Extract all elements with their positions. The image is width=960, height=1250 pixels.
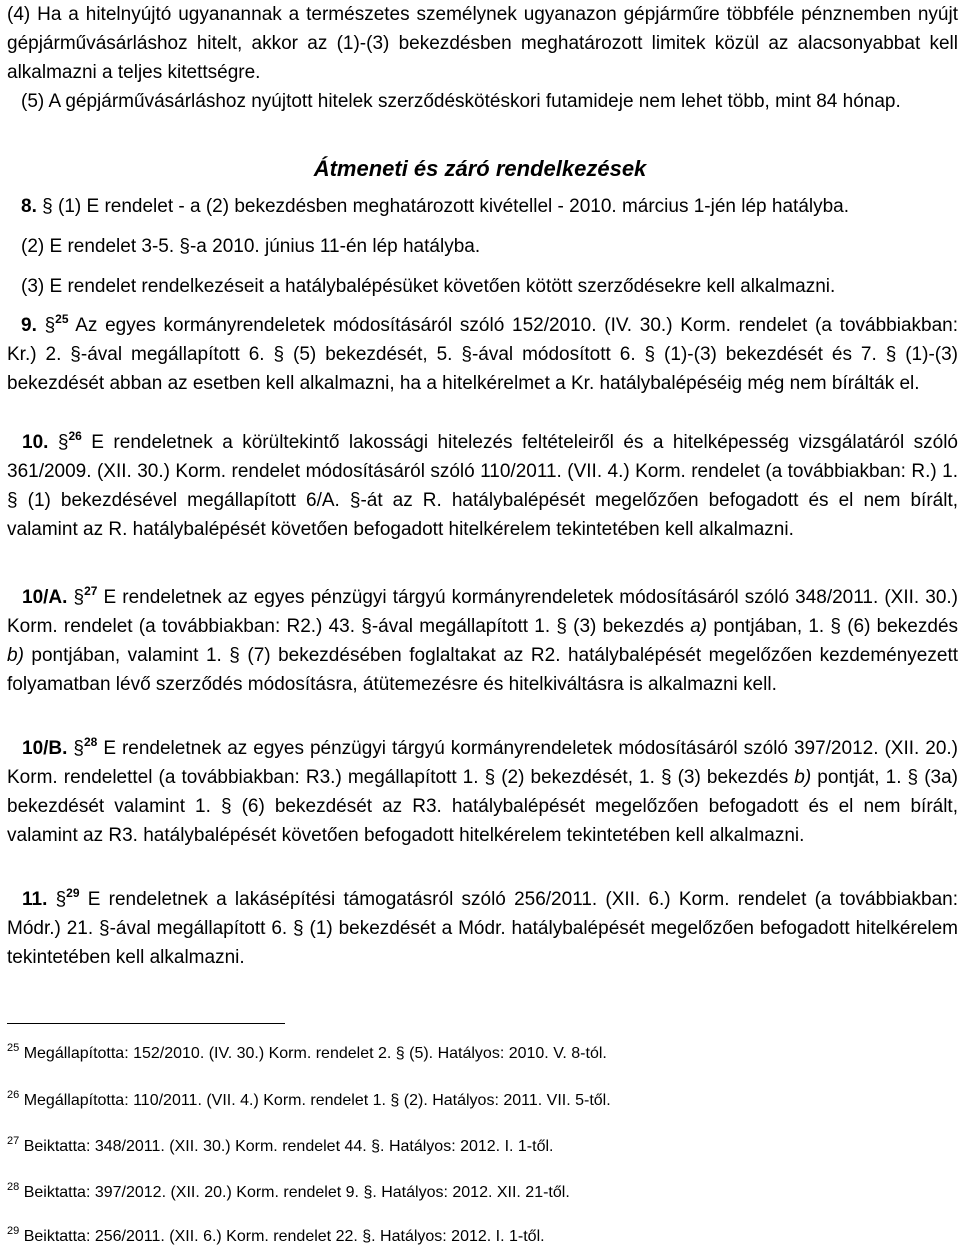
footnote-number: 25 [7,1042,20,1054]
section-10b-number: 10/B. [22,738,68,759]
section-10a-sign: § [73,587,85,608]
section-11-number: 11. [22,889,48,910]
section-10b-point-b: b) [794,767,812,788]
section-8-paragraph-2: (2) E rendelet 3-5. §-a 2010. június 11-én lép hatályba. [21,236,481,257]
section-9-text: Az egyes kormányrendeletek módosításáról szóló 152/2010. (IV. 30.) Korm. rendelet (a továbbiakban: Kr.) 2. §-ával megállapított 6. § (5) bekezdését, 5. §-ával módosított 6. § (1)-(3) bekezdését és 7. § (1)-(3) bekezdését abban az esetben kell alkalmazni, ha a hitelkérelmet a Kr. hatálybalépéséig még nem bírálták el. [7,315,958,394]
footnote-ref-29[interactable]: 29 [66,886,80,900]
section-10a-text-1: E rendeletnek az egyes pénzügyi tárgyú kormányrendeletek módosításáról szóló 348/2011. (XII. 30.) Korm. rendelet (a továbbiakban: R2.) 43. §-ával megállapított 1. § (3) bekezdés [7,587,958,637]
footnote-text: Beiktatta: 256/2011. (XII. 6.) Korm. rendelet 22. §. Hatályos: 2012. I. 1-től. [19,1228,545,1245]
footnote-25 [7,1043,947,1065]
footnote-ref-28[interactable]: 28 [83,735,98,749]
section-10-paragraph [7,428,958,544]
section-8-paragraph-1 [7,192,958,221]
footnote-ref-26[interactable]: 26 [68,429,82,443]
section-10a-text-3: pontjában, valamint 1. § (7) bekezdésében foglaltakat az R2. hatálybalépését megelőzően kezdeményezett folyamatban lévő szerződés módosításra, átütemezésre és hitelkiváltásra is alkalmazni kell. [7,645,958,695]
section-8-text-1: § (1) E rendelet - a (2) bekezdésben meghatározott kivétellel - 2010. március 1-jén lép hatályba. [42,196,850,217]
section-10b-sign: § [73,738,84,759]
section-9-sign: § [44,315,56,336]
section-9-number: 9. [21,315,37,336]
section-10-sign: § [57,432,69,453]
footnote-ref-27[interactable]: 27 [84,584,98,598]
paragraph-4: (4) Ha a hitelnyújtó ugyanannak a természetes személynek ugyanazon gépjárműre többféle pénznemben nyújt gépjárművásárláshoz hitelt, akkor az (1)-(3) bekezdésben meghatározott limitek közül az alacsonyabbat kell alkalmazni a teljes kitettségre. [7,4,958,83]
footnote-27 [7,1136,947,1158]
heading-text: Átmeneti és záró rendelkezések [313,156,647,181]
footnote-ref-25[interactable]: 25 [55,312,69,326]
section-8-paragraph-3: (3) E rendelet rendelkezéseit a hatálybalépésüket követően kötött szerződésekre kell alkalmazni. [21,276,836,297]
footnote-number: 27 [7,1135,20,1147]
section-10-number: 10. [22,432,49,453]
section-10-text: E rendeletnek a körültekintő lakossági hitelezés feltételeiről és a hitelképesség vizsgálatáról szóló 361/2009. (XII. 30.) Korm. rendelet módosításáról szóló 110/2011. (VII. 4.) Korm. rendelet (a továbbiakban: R.) 1. § (1) bekezdésével megállapított 6/A. §-át az R. hatálybalépését megelőzően befogadott és el nem bírált, valamint az R. hatálybalépését követően befogadott hitelkérelem tekintetében kell alkalmazni. [7,432,958,540]
section-11-sign: § [55,889,67,910]
section-10a-text-2: pontjában, 1. § (6) bekezdés [707,616,959,637]
footnote-text: Beiktatta: 397/2012. (XII. 20.) Korm. rendelet 9. §. Hatályos: 2012. XII. 21-től. [19,1184,570,1201]
footnote-text: Megállapította: 110/2011. (VII. 4.) Korm. rendelet 1. § (2). Hatályos: 2011. VII. 5-től. [19,1092,611,1109]
footnote-separator [7,1023,285,1024]
section-heading [0,153,960,185]
footnote-text: Megállapította: 152/2010. (IV. 30.) Korm. rendelet 2. § (5). Hatályos: 2010. V. 8-tól. [19,1045,607,1062]
footnote-text: Beiktatta: 348/2011. (XII. 30.) Korm. rendelet 44. §. Hatályos: 2012. I. 1-től. [19,1138,554,1155]
section-11-text: E rendeletnek a lakásépítési támogatásról szóló 256/2011. (XII. 6.) Korm. rendelet (a továbbiakban: Módr.) 21. §-ával megállapított 6. § (1) bekezdését a Módr. hatálybalépését megelőzően befogadott hitelkérelem tekintetében kell alkalmazni. [7,889,958,968]
section-10a-number: 10/A. [22,587,68,608]
footnote-number: 28 [7,1181,20,1193]
section-9-paragraph [7,311,958,398]
section-10b-paragraph [7,734,958,850]
footnote-26 [7,1090,947,1112]
section-10b-text-2: pontját, 1. § (3a) bekezdését valamint 1. § (6) bekezdését az R3. hatálybalépését megelőzően befogadott és el nem bírált, valamint az R3. hatálybalépését követően befogadott hitelkérelem tekintetében kell alkalmazni. [7,767,958,846]
section-10a-point-b: b) [7,645,24,666]
section-10a-point-a: a) [690,616,708,637]
footnote-number: 26 [7,1089,20,1101]
footnote-29 [7,1226,947,1248]
footnote-number: 29 [7,1225,20,1237]
section-11-paragraph [7,885,958,972]
paragraph-5: (5) A gépjárművásárláshoz nyújtott hitelek szerződéskötéskori futamideje nem lehet több, mint 84 hónap. [21,91,901,112]
section-10a-paragraph [7,583,958,699]
section-10b-text-1: E rendeletnek az egyes pénzügyi tárgyú kormányrendeletek módosításáról szóló 397/2012. (XII. 20.) Korm. rendelettel (a továbbiakban: R3.) megállapított 1. § (2) bekezdését, 1. § (3) bekezdés [7,738,958,788]
footnote-28 [7,1182,947,1204]
section-8-number: 8. [21,196,37,217]
